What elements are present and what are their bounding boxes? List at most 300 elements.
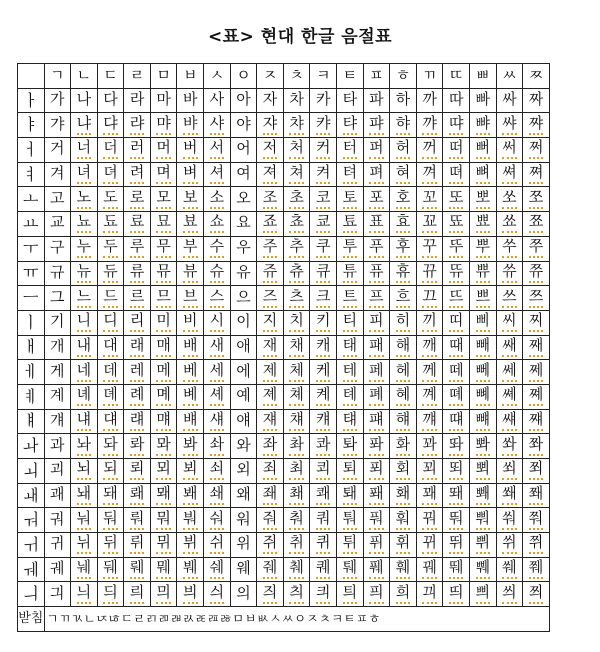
syllable-text: 쟤 [263,412,278,431]
syllable-text: 뙈 [449,486,464,505]
syllable-cell [204,533,231,558]
syllable-text: 시 [210,313,225,332]
syllable-cell [230,162,257,187]
syllable-text: 수 [210,239,225,258]
consonant-header: ㅈ [257,64,284,89]
syllable-cell [124,162,151,187]
syllable-text: 베 [183,363,198,382]
syllable-cell [177,236,204,261]
syllable-text: 버 [183,140,198,159]
syllable-text: 화 [396,437,411,456]
syllable-cell [363,335,390,360]
syllable-cell [363,459,390,484]
vowel-header: ㅟ [18,533,45,558]
syllable-cell [470,335,497,360]
syllable-cell [177,533,204,558]
syllable-text: 얘 [236,410,251,429]
syllable-cell [496,533,523,558]
syllable-text: 쎼 [502,387,517,406]
syllable-cell [363,483,390,508]
syllable-cell [97,434,124,459]
syllable-text: 퇘 [343,486,358,505]
syllable-text: 쐐 [502,486,517,505]
syllable-text: 떼 [449,363,464,382]
syllable-text: 겨 [50,164,65,183]
syllable-text: 쪼 [529,190,544,209]
syllable-text: 떠 [449,140,464,159]
syllable-cell [416,162,443,187]
syllable-cell [523,434,550,459]
syllable-cell [44,483,71,508]
syllable-cell [257,384,284,409]
syllable-text: 루 [130,239,145,258]
syllable-text: 애 [236,336,251,355]
syllable-cell [390,236,417,261]
syllable-cell [390,409,417,434]
syllable-cell [470,459,497,484]
syllable-cell [177,138,204,163]
syllable-text: 뜌 [449,264,464,283]
syllable-cell [310,261,337,286]
syllable-text: 땨 [449,116,464,135]
vowel-row [18,557,550,582]
syllable-text: 톄 [343,387,358,406]
consonant-header: ㄹ [124,64,151,89]
syllable-text: 뇌 [77,461,92,480]
syllable-cell [44,138,71,163]
syllable-cell [44,310,71,335]
syllable-cell [283,261,310,286]
syllable-text: 츄 [289,264,304,283]
syllable-text: 꿰 [422,560,437,579]
syllable-text: 킈 [316,585,331,604]
syllable-cell [97,409,124,434]
syllable-text: 뽜 [476,437,491,456]
syllable-cell [363,162,390,187]
syllable-cell [257,113,284,138]
batchim-letters: ㄱㄲㄳㄴㄵㄶㄷㄹㄺㄻㄼㄽㄾㄿㅀㅁㅂㅄㅅㅆㅇㅈㅊㅋㅌㅍㅎ [44,607,549,632]
syllable-text: 따 [448,90,464,109]
syllable-cell [496,335,523,360]
syllable-text: 뒤 [103,535,118,554]
syllable-cell [363,261,390,286]
syllable-cell [443,310,470,335]
syllable-text: 둬 [103,511,118,530]
syllable-cell [416,286,443,311]
syllable-text: 눼 [77,560,92,579]
syllable-text: 주 [263,239,278,258]
syllable-text: 탸 [343,116,358,135]
syllable-cell [97,508,124,533]
syllable-cell [150,212,177,237]
syllable-text: 쭤 [529,511,544,530]
syllable-text: 비 [183,313,198,332]
syllable-cell [257,533,284,558]
syllable-text: 츼 [289,585,304,604]
syllable-text: 귀 [50,534,65,553]
syllable-text: 레 [130,363,145,382]
syllable-cell [71,335,98,360]
syllable-text: 졔 [263,387,278,406]
syllable-cell [97,212,124,237]
syllable-cell [496,212,523,237]
syllable-cell [97,557,124,582]
syllable-text: 트 [343,289,358,308]
syllable-cell [204,557,231,582]
syllable-cell [230,434,257,459]
syllable-cell [416,187,443,212]
syllable-text: 뫄 [156,437,171,456]
syllable-text: 우 [236,238,251,257]
syllable-text: 바 [183,90,198,109]
syllable-text: 햐 [396,116,411,135]
syllable-text: 두 [103,239,118,258]
syllable-cell [97,138,124,163]
syllable-cell [363,508,390,533]
syllable-cell [523,162,550,187]
syllable-text: 뙤 [449,461,464,480]
syllable-cell [496,88,523,113]
syllable-text: 펴 [369,165,384,184]
syllable-text: 쇄 [210,486,225,505]
syllable-text: 퉈 [343,511,358,530]
syllable-cell [124,508,151,533]
syllable-cell [97,162,124,187]
syllable-text: 뱌 [183,116,198,135]
syllable-cell [71,409,98,434]
syllable-cell [257,187,284,212]
syllable-text: 거 [50,139,65,158]
syllable-text: 초 [289,190,304,209]
syllable-text: 세 [210,363,225,382]
syllable-cell [71,360,98,385]
syllable-cell [337,286,364,311]
syllable-text: 히 [396,313,411,332]
syllable-cell [310,88,337,113]
syllable-text: 쪠 [529,387,544,406]
vowel-header: ㅕ [18,162,45,187]
syllable-cell [496,384,523,409]
syllable-cell [443,113,470,138]
syllable-cell [97,483,124,508]
syllable-cell [44,360,71,385]
syllable-cell [177,582,204,607]
syllable-cell [283,187,310,212]
syllable-cell [470,508,497,533]
syllable-text: 파 [369,90,384,109]
syllable-cell [150,508,177,533]
syllable-text: 봬 [183,486,198,505]
syllable-cell [283,360,310,385]
syllable-text: 슈 [210,264,225,283]
syllable-text: 보 [183,190,198,209]
syllable-text: 놔 [77,437,92,456]
syllable-text: 갸 [50,114,65,133]
syllable-text: 쨰 [529,412,544,431]
syllable-cell [71,582,98,607]
syllable-cell [337,88,364,113]
syllable-cell [470,212,497,237]
syllable-text: 먀 [156,116,171,135]
syllable-text: 눠 [77,511,92,530]
syllable-cell [523,335,550,360]
syllable-text: 쑈 [502,214,517,233]
syllable-text: 흐 [396,289,411,308]
syllable-text: 꾀 [422,461,437,480]
syllable-cell [443,533,470,558]
syllable-cell [177,187,204,212]
syllable-cell [390,261,417,286]
syllable-text: 틔 [343,585,358,604]
syllable-cell [124,286,151,311]
syllable-text: 회 [396,461,411,480]
syllable-cell [416,483,443,508]
syllable-cell [257,162,284,187]
syllable-text: 긔 [50,583,65,602]
syllable-cell [363,434,390,459]
syllable-text: 대 [103,338,118,357]
consonant-header: ㄷ [97,64,124,89]
syllable-text: 꼬 [422,190,437,209]
syllable-text: 교 [50,213,65,232]
syllable-text: 꿔 [422,511,437,530]
syllable-cell [230,138,257,163]
syllable-cell [470,557,497,582]
syllable-text: 띄 [449,585,464,604]
syllable-cell [337,483,364,508]
syllable-cell [283,508,310,533]
syllable-cell [44,533,71,558]
syllable-text: 호 [396,190,411,209]
syllable-text: 뒈 [103,560,118,579]
syllable-text: 피 [369,313,384,332]
syllable-cell [390,533,417,558]
syllable-cell [71,187,98,212]
syllable-cell [310,360,337,385]
syllable-text: 묘 [156,214,171,233]
syllable-cell [337,162,364,187]
syllable-cell [390,483,417,508]
syllable-cell [523,483,550,508]
syllable-text: 려 [130,165,145,184]
syllable-cell [496,162,523,187]
syllable-text: 촤 [289,437,304,456]
syllable-text: 쀼 [476,264,491,283]
syllable-text: 걔 [50,410,65,429]
syllable-cell [390,113,417,138]
vowel-header: ㅛ [18,212,45,237]
syllable-text: 하 [395,90,411,109]
syllable-text: 씌 [502,585,517,604]
syllable-cell [443,360,470,385]
syllable-text: 쐬 [502,461,517,480]
syllable-cell [177,508,204,533]
syllable-cell [470,286,497,311]
syllable-text: 쾨 [316,461,331,480]
syllable-text: 빠 [475,90,491,109]
vowel-header: ㅣ [18,310,45,335]
syllable-text: 게 [50,361,65,380]
syllable-text: 켜 [316,165,331,184]
syllable-cell [443,187,470,212]
syllable-cell [310,236,337,261]
syllable-cell [443,557,470,582]
syllable-cell [230,384,257,409]
syllable-text: 와 [236,435,251,454]
syllable-text: 쎠 [502,165,517,184]
syllable-cell [496,261,523,286]
syllable-text: 퇴 [343,461,358,480]
syllable-text: 냬 [77,412,92,431]
syllable-cell [124,187,151,212]
syllable-cell [283,88,310,113]
syllable-cell [204,286,231,311]
vowel-header: ㅙ [18,483,45,508]
syllable-cell [177,409,204,434]
vowel-row [18,138,550,163]
syllable-cell [363,384,390,409]
syllable-cell [337,261,364,286]
syllable-cell [496,483,523,508]
syllable-cell [390,434,417,459]
syllable-cell [230,409,257,434]
syllable-cell [150,261,177,286]
syllable-text: 쥐 [263,535,278,554]
syllable-text: 새 [210,338,225,357]
syllable-cell [283,286,310,311]
syllable-text: 쓰 [502,289,517,308]
syllable-text: 뢰 [130,461,145,480]
syllable-cell [230,310,257,335]
syllable-cell [124,138,151,163]
syllable-cell [204,88,231,113]
syllable-text: 쉐 [210,560,225,579]
syllable-cell [337,113,364,138]
syllable-text: 뵤 [183,214,198,233]
syllable-text: 소 [210,190,225,209]
syllable-text: 릐 [130,585,145,604]
syllable-cell [443,162,470,187]
syllable-cell [177,113,204,138]
syllable-cell [44,557,71,582]
syllable-text: 듸 [103,585,118,604]
syllable-cell [443,236,470,261]
syllable-cell [230,286,257,311]
syllable-text: 쩌 [529,140,544,159]
syllable-cell [416,138,443,163]
syllable-text: 뵈 [183,461,198,480]
syllable-text: 냐 [77,116,92,135]
syllable-text: 꽈 [422,437,437,456]
syllable-text: 쾌 [316,486,331,505]
syllable-text: 쳬 [289,387,304,406]
syllable-cell [363,310,390,335]
syllable-cell [523,88,550,113]
syllable-cell [71,236,98,261]
vowel-row [18,187,550,212]
syllable-cell [337,384,364,409]
vowel-header: ㅑ [18,113,45,138]
syllable-cell [44,508,71,533]
syllable-text: 구 [50,238,65,257]
syllable-text: 믜 [156,585,171,604]
syllable-cell [257,138,284,163]
syllable-cell [443,212,470,237]
syllable-text: 켸 [316,387,331,406]
syllable-cell [283,138,310,163]
syllable-text: 퓌 [369,535,384,554]
syllable-cell [97,286,124,311]
syllable-cell [496,409,523,434]
vowel-row [18,459,550,484]
syllable-cell [150,434,177,459]
syllable-text: 써 [502,140,517,159]
syllable-cell [470,310,497,335]
syllable-cell [124,384,151,409]
syllable-cell [337,533,364,558]
syllable-cell [390,212,417,237]
syllable-text: 붸 [183,560,198,579]
syllable-cell [496,557,523,582]
syllable-text: 꼐 [422,387,437,406]
vowel-row [18,434,550,459]
syllable-cell [443,459,470,484]
syllable-cell [310,286,337,311]
syllable-text: 줴 [263,560,278,579]
syllable-text: 쁘 [476,289,491,308]
syllable-text: 빼 [476,338,491,357]
syllable-text: 왜 [236,485,251,504]
syllable-text: 뚜 [449,239,464,258]
syllable-text: 표 [369,214,384,233]
syllable-text: 짜 [528,90,544,109]
syllable-text: 쒀 [502,511,517,530]
syllable-cell [523,212,550,237]
syllable-cell [283,459,310,484]
syllable-cell [257,88,284,113]
syllable-cell [337,236,364,261]
syllable-text: 텨 [343,165,358,184]
syllable-cell [97,533,124,558]
syllable-text: 뽸 [476,486,491,505]
vowel-header: ㅠ [18,261,45,286]
syllable-cell [150,138,177,163]
syllable-text: 뤠 [130,560,145,579]
syllable-cell [177,261,204,286]
vowel-header: ㅢ [18,582,45,607]
syllable-cell [257,212,284,237]
syllable-cell [71,113,98,138]
syllable-text: 헤 [396,363,411,382]
syllable-text: 샤 [210,116,225,135]
syllable-text: 때 [449,338,464,357]
batchim-row [18,607,550,632]
syllable-cell [337,212,364,237]
vowel-header: ㅜ [18,236,45,261]
syllable-cell [230,212,257,237]
syllable-text: 훼 [396,560,411,579]
syllable-cell [470,409,497,434]
syllable-text: 챼 [289,412,304,431]
syllable-cell [496,236,523,261]
syllable-text: 외 [236,460,251,479]
syllable-cell [390,88,417,113]
syllable-cell [44,162,71,187]
syllable-text: 느 [77,289,92,308]
syllable-text: 에 [236,361,251,380]
vowel-row [18,409,550,434]
syllable-text: 서 [210,140,225,159]
